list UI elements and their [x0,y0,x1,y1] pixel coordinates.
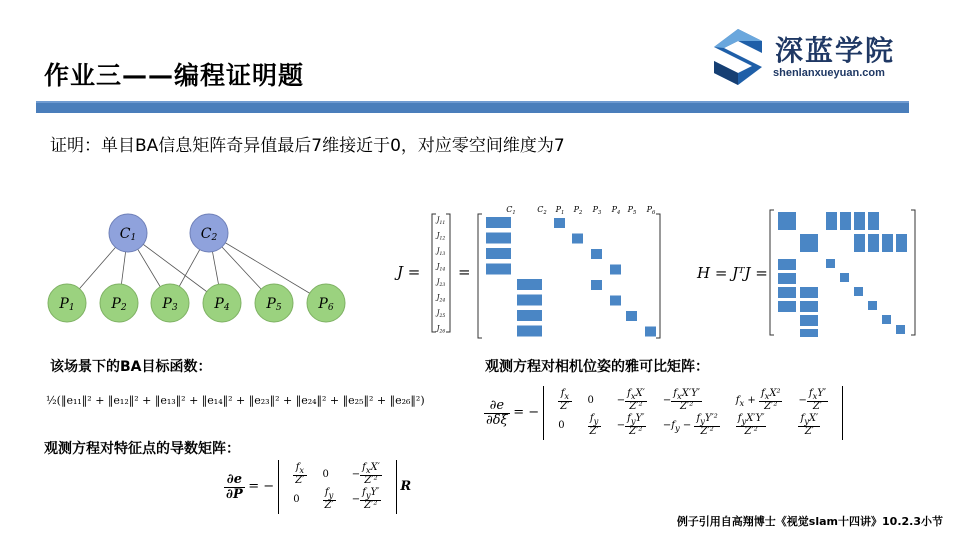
camera-node-c1 [109,214,147,252]
jacobian-point-block [572,234,583,244]
jacobian-row-bracket-left [432,214,436,332]
hessian-block [778,212,796,230]
hessian-block [854,287,863,296]
hessian-block [800,234,818,252]
page-title: 作业三——编程证明题 [44,61,305,90]
jacobian-bracket-right [656,214,660,338]
jacobian-row-label: $J_{12}$ [436,231,446,242]
jacobian-row-label: $J_{25}$ [436,309,446,319]
jacobian-bracket-left [478,214,482,338]
ba-graph [40,205,360,335]
hessian-block [882,234,893,252]
jacobian-lhs: J = [397,263,421,281]
jacobian-camera-block [517,295,542,306]
jacobian-point-block [554,218,565,228]
shenlan-s-logo-icon [710,27,766,87]
jacobian-point-block [626,311,637,321]
point-label: P5 [266,296,282,313]
jacobian-point-block [645,327,656,337]
hessian-block [854,234,865,252]
point-node-p6 [307,284,345,322]
jacobian-camera-block [517,279,542,290]
citation-footer: 例子引用自高翔博士《视觉slam十四讲》10.2.3小节 [676,515,943,528]
point-label: P2 [111,296,127,313]
hessian-block [800,287,818,298]
camera-label: C1 [119,226,137,243]
point-node-p1 [48,284,86,322]
hessian-lhs: H = JᵀJ = [697,264,768,282]
jacobian-camera-block [486,217,511,228]
hessian-block [840,212,851,230]
jacobian-col-label: $P_3$ [592,205,602,216]
jacobian-col-label: $P_2$ [573,205,583,216]
jacobian-equals: = [458,263,471,281]
hessian-block [868,234,879,252]
hessian-block [868,301,877,310]
point-label: P1 [59,296,75,313]
hessian-block [826,212,837,230]
hessian-block [800,329,818,337]
point-jacobian-label: 观测方程对特征点的导数矩阵： [44,441,240,457]
hessian-block [826,259,835,268]
jacobian-camera-block [486,264,511,275]
hessian-block [778,287,796,298]
jacobian-row-bracket-right [446,214,450,332]
hessian-block [854,212,865,230]
point-label: P3 [162,296,178,313]
proof-statement: 证明：单目BA信息矩阵奇异值最后7维接近于0，对应零空间维度为7 [50,136,565,156]
jacobian-camera-block [486,233,511,244]
jacobian-row-label: $J_{11}$ [436,216,446,226]
hessian-block [896,234,907,252]
point-node-p5 [255,284,293,322]
hessian-block [778,273,796,284]
point-jacobian-formula: $\frac{\partial e}{\partial P}$ = − $\frac{f_x}{Z'}$ 0 − $\frac{f_xX'}{\text{Z′²}}$ 0 $\frac{f_y}{Z'}$ − $\frac{f_yY'}{\text{Z′²}}$ R [224,460,411,514]
brand-name-cn: 深蓝学院 [775,34,896,67]
hessian-block [840,273,849,282]
point-label: P4 [214,296,230,313]
title-underline-bar [36,101,909,113]
jacobian-row-label: $J_{26}$ [436,324,446,335]
hessian-block [800,315,818,326]
hessian-block [882,315,891,324]
point-label: P6 [318,296,334,313]
hessian-block [868,212,879,230]
jacobian-col-label: $P_6$ [646,205,656,216]
point-node-p4 [203,284,241,322]
point-node-p3 [151,284,189,322]
jacobian-col-label: $P_1$ [555,205,565,216]
hessian-block [778,301,796,312]
jacobian-col-label: $P_5$ [627,205,637,216]
jacobian-point-block [610,296,621,306]
jacobian-point-block [591,249,602,259]
jacobian-point-block [591,280,602,290]
jacobian-col-label: $P_4$ [611,205,621,216]
pose-jacobian-label: 观测方程对相机位姿的雅可比矩阵： [485,359,709,375]
jacobian-row-label: $J_{14}$ [436,262,446,273]
hessian-block [778,259,796,270]
jacobian-camera-block [486,248,511,259]
hessian-block [896,325,905,334]
brand-logo [710,27,930,87]
point-node-p2 [100,284,138,322]
hessian-matrix [768,207,918,337]
jacobian-col-label: $C_2$ [537,205,547,216]
brand-name-en: shenlanxueyuan.com [773,67,885,79]
hessian-block [800,301,818,312]
jacobian-row-label: $J_{24}$ [436,293,446,304]
pose-jacobian-formula: $\frac{\partial e}{\partial\delta\xi}$ = − $\frac{f_x}{Z'}$ 0 − $\frac{f_xX'}{\text{Z′²}}$ − $\frac{f_xX'Y'}{\text{Z′²}}$ $f_x$ + $\frac{f_xX^2}{\text{Z′²}}$ − $\frac{f_xY'}{Z'}$ 0 $\frac{f_y}{Z'}$ − $\frac{f_yY'}{\text{Z′²}}$ $-f_y$ − $\frac{f_yY'^2}{\text{Z′²}}$ $\frac{f_yX'Y'}{\text{Z′²}}$ $\frac{f_yX'}{Z'}$ [484,386,843,440]
jacobian-point-block [610,265,621,275]
jacobian-camera-block [517,326,542,337]
jacobian-camera-block [517,310,542,321]
camera-node-c2 [190,214,228,252]
jacobian-col-label: $C_1$ [506,205,516,216]
camera-label: C2 [200,226,218,243]
jacobian-row-label: $J_{13}$ [436,247,446,257]
objective-function: ½(‖e₁₁‖² + ‖e₁₂‖² + ‖e₁₃‖² + ‖e₁₄‖² + ‖e₂₃‖² + ‖e₂₄‖² + ‖e₂₅‖² + ‖e₂₆‖²) [46,394,425,407]
objective-label: 该场景下的BA目标函数： [50,359,212,375]
jacobian-row-label: $J_{23}$ [436,278,446,288]
